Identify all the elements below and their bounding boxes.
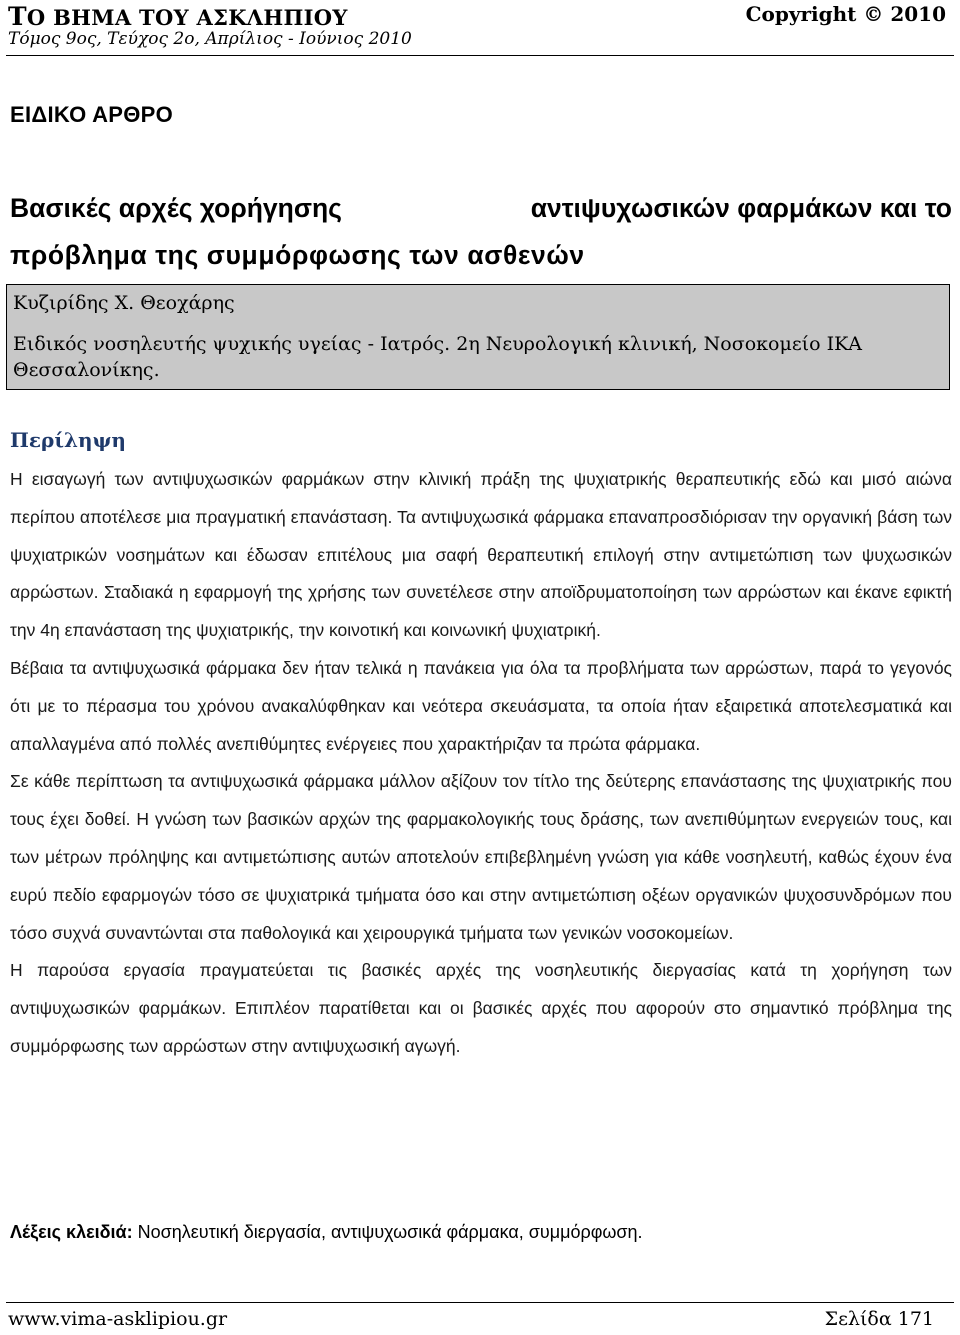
keywords-text: Νοσηλευτική διεργασία, αντιψυχωσικά φάρμακα, συμμόρφωση. <box>137 1222 643 1242</box>
issue-info: Τόμος 9ος, Τεύχος 2ο, Απρίλιος - Ιούνιος 2010 <box>8 29 412 49</box>
abstract-paragraph: Σε κάθε περίπτωση τα αντιψυχωσικά φάρμακα μάλλον αξίζουν τον τίτλο της δεύτερης επανάστασης της ψυχιατρικής που τους έχει δοθεί. Η γνώση των βασικών αρχών της φαρμακολογικής τους δράσης, των ανεπιθύμητων ενεργειών τους, και των μέτρων πρόληψης και αντιμετώπισης αυτών αποτελούν επιβεβλημένη γνώση για κάθε νοσηλευτή, καθώς έχουν ένα ευρύ πεδίο εφαρμογών τόσο σε ψυχιατρικά τμήματα όσο και στην αντιμετώπιση οξέων οργανικών ψυχοσυνδρόμων που τόσο συχνά συναντώνται στα παθολογικά και χειρουργικά τμήματα των γενικών νοσοκομείων. <box>10 771 952 943</box>
article-title-line-1 <box>10 193 952 224</box>
author-names: Κυζιρίδης Χ. Θεοχάρης <box>13 292 235 314</box>
section-label: ΕΙΔΙΚΟ ΑΡΘΡΟ <box>10 102 174 127</box>
article-title-part-right: αντιψυχωσικών φαρμάκων και το <box>530 193 952 223</box>
article-title-part-left: Βασικές αρχές χορήγησης <box>10 193 342 223</box>
authors-box <box>6 284 950 390</box>
copyright-notice: Copyright © 2010 <box>745 2 946 26</box>
footer-url-link[interactable]: www.vima-asklipiou.gr <box>8 1308 228 1330</box>
page-number: Σελίδα 171 <box>824 1308 934 1330</box>
keywords-line <box>10 1222 643 1243</box>
journal-title: ΤΟ ΒΗΜΑ ΤΟΥ ΑΣΚΛΗΠΙΟΥ <box>8 2 348 31</box>
author-affiliation: Ειδικός νοσηλευτής ψυχικής υγείας - Ιατρός. 2η Νευρολογική κλινική, Νοσοκομείο ΙΚΑ Θεσσαλονίκης. <box>13 333 863 381</box>
article-title-line-2: πρόβλημα της συμμόρφωσης των ασθενών <box>10 240 585 270</box>
abstract-paragraph: Η παρούσα εργασία πραγματεύεται τις βασικές αρχές της νοσηλευτικής διεργασίας κατά τη χορήγηση των αντιψυχωσικών φαρμάκων. Επιπλέον παρατίθεται και οι βασικές αρχές που αφορούν στο σημαντικό πρόβλημα της συμμόρφωσης των αρρώστων στην αντιψυχωσική αγωγή. <box>10 960 952 1056</box>
abstract-paragraph: Η εισαγωγή των αντιψυχωσικών φαρμάκων στην κλινική πράξη της ψυχιατρικής θεραπευτικής εδώ και μισό αιώνα περίπου αποτέλεσε μια πραγματική επανάσταση. Τα αντιψυχωσικά φάρμακα επαναπροσδιόρισαν την οργανική βάση των ψυχιατρικών νοσημάτων και έδωσαν επιτέλους μια σαφή θεραπευτική επιλογή στην αντιμετώπιση των ψυχωσικών αρρώστων. Σταδιακά η εφαρμογή της χρήσης των συνετέλεσε στην αποϊδρυματοποίηση των αρρώστων και έκανε εφικτή την 4η επανάσταση της ψυχιατρικής, την κοινοτική και κοινωνική ψυχιατρική. <box>10 469 952 641</box>
header-divider <box>6 55 954 56</box>
page-header <box>8 2 946 52</box>
abstract-heading: Περίληψη <box>10 428 126 452</box>
keywords-label: Λέξεις κλειδιά: <box>10 1222 133 1242</box>
footer-divider <box>6 1302 954 1303</box>
abstract-body <box>10 461 952 1066</box>
abstract-paragraph: Βέβαια τα αντιψυχωσικά φάρμακα δεν ήταν τελικά η πανάκεια για όλα τα προβλήματα των αρρώστων, παρά το γεγονός ότι με το πέρασμα του χρόνου ανακαλύφθηκαν και νεότερα σκευάσματα, τα οποία ήταν εξαιρετικά αποτελεσματικά και απαλλαγμένα από πολλές ανεπιθύμητες ενέργειες που χαρακτήριζαν τα πρώτα φάρμακα. <box>10 657 952 754</box>
